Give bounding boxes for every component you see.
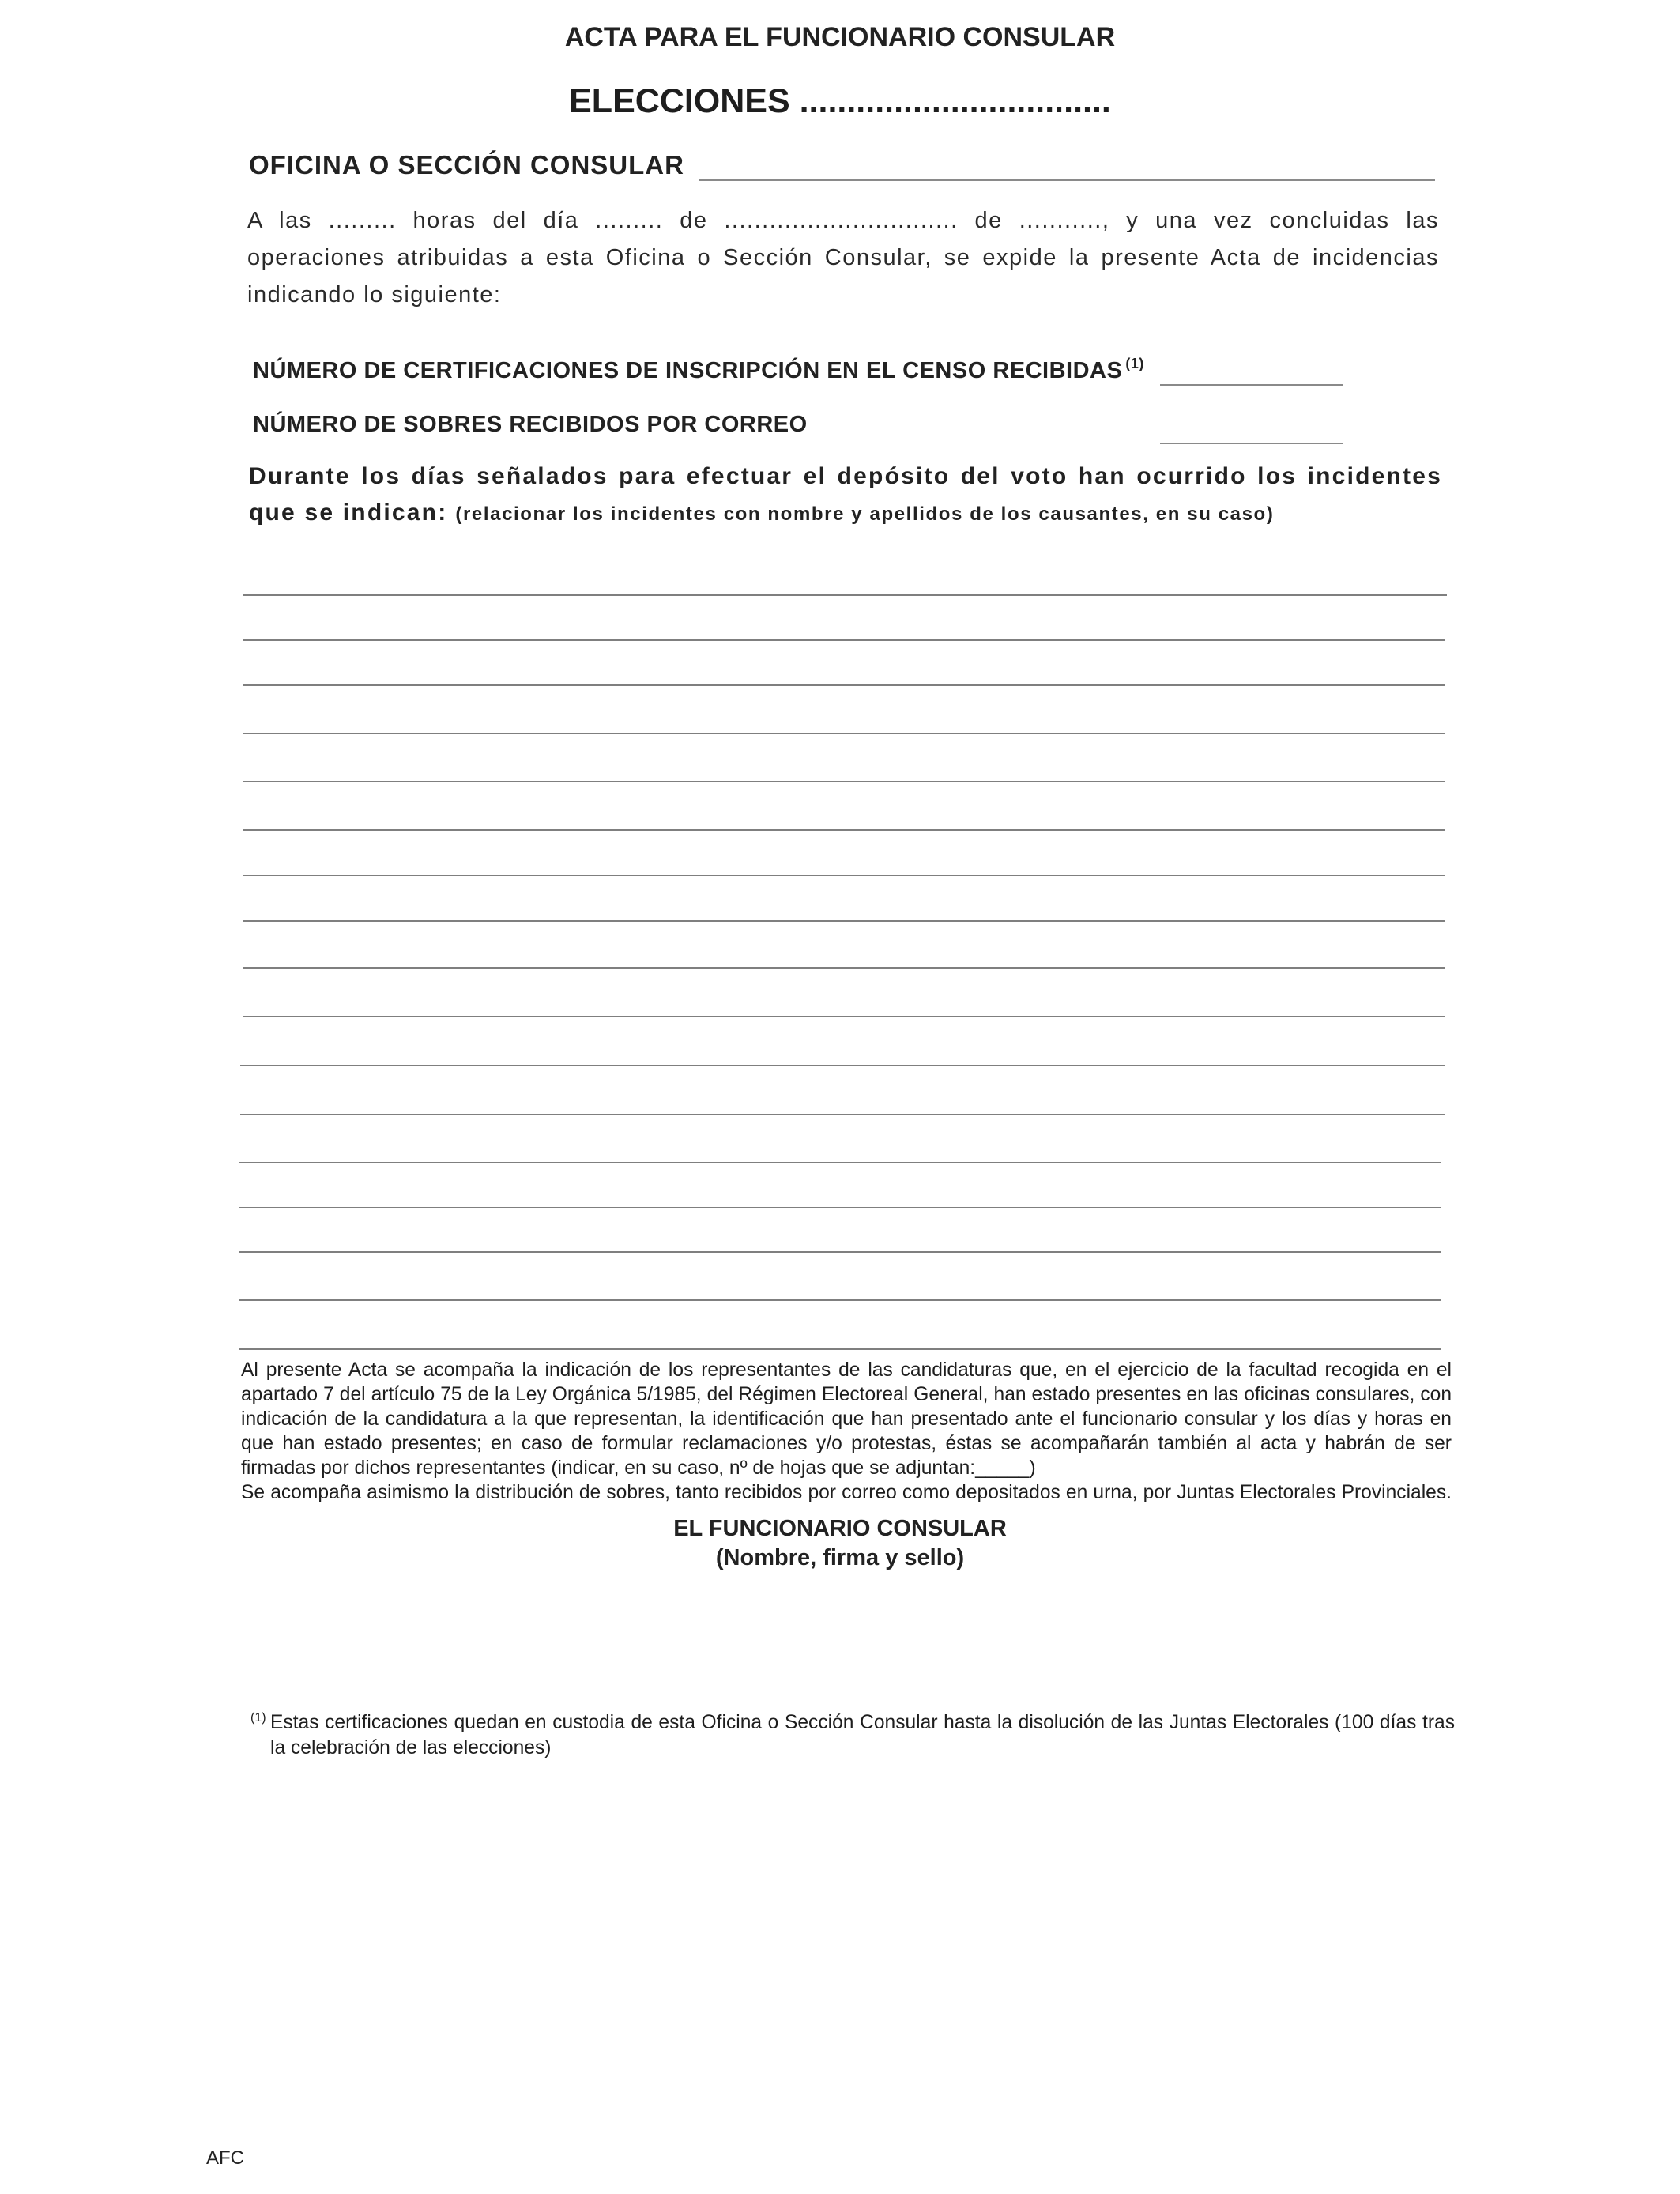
office-label: OFICINA O SECCIÓN CONSULAR: [249, 150, 684, 179]
footnote-text: Estas certificaciones quedan en custodia de esta Oficina o Sección Consular hasta la disolución de las Juntas Electorales (100 días tras la celebración de las elecciones): [270, 1712, 1455, 1759]
incident-line[interactable]: [243, 781, 1445, 782]
footnote: [250, 1710, 1455, 1761]
incident-line[interactable]: [239, 1162, 1441, 1163]
elections-heading: ELECCIONES .................................: [569, 82, 1111, 120]
office-input-line[interactable]: [699, 179, 1435, 181]
incident-line[interactable]: [243, 967, 1445, 969]
incidents-statement: [249, 458, 1442, 533]
incident-line[interactable]: [240, 1114, 1445, 1115]
incident-line[interactable]: [243, 920, 1445, 922]
incident-line[interactable]: [239, 1251, 1441, 1253]
incident-line[interactable]: [243, 875, 1445, 876]
incident-line[interactable]: [239, 1299, 1441, 1301]
incident-line[interactable]: [239, 1207, 1441, 1208]
incidents-statement-text: Durante los días señalados para efectuar el depósito del voto han ocurrido los incidentes que se indican:: [249, 463, 1442, 526]
incident-line[interactable]: [243, 594, 1447, 596]
incident-line[interactable]: [243, 684, 1445, 686]
incident-line[interactable]: [243, 829, 1445, 831]
incidents-note: (relacionar los incidentes con nombre y apellidos de los causantes, en su caso): [455, 503, 1275, 525]
mail-envelopes-input-line[interactable]: [1160, 443, 1343, 444]
certifications-footnote-ref: (1): [1125, 356, 1144, 371]
form-code: AFC: [206, 2147, 244, 2169]
certifications-label-text: NÚMERO DE CERTIFICACIONES DE INSCRIPCIÓN EN EL CENSO RECIBIDAS: [253, 358, 1123, 383]
mail-envelopes-label: NÚMERO DE SOBRES RECIBIDOS POR CORREO: [253, 412, 808, 437]
incident-line[interactable]: [239, 1348, 1441, 1350]
signature-title: EL FUNCIONARIO CONSULAR: [673, 1516, 1007, 1541]
certifications-input-line[interactable]: [1160, 384, 1343, 386]
legal-notice: [241, 1358, 1452, 1505]
incident-line[interactable]: [243, 733, 1445, 734]
document-title: ACTA PARA EL FUNCIONARIO CONSULAR: [564, 22, 1116, 52]
incident-line[interactable]: [243, 639, 1445, 641]
signature-instructions: (Nombre, firma y sello): [715, 1545, 965, 1570]
intro-paragraph: A las ......... horas del día ......... de ............................... de ..........., y una vez concluidas las operaciones atribuidas a esta Oficina o Sección Consular, se expide la presente Acta de incidencias indicando lo siguiente:: [247, 208, 1439, 307]
legal-paragraph-envelopes: Se acompaña asimismo la distribución de sobres, tanto recibidos por correo como depositados en urna, por Juntas Electorales Provinciales.: [241, 1482, 1452, 1503]
footnote-marker: (1): [250, 1711, 266, 1725]
legal-paragraph-representatives: Al presente Acta se acompaña la indicación de los representantes de las candidaturas que, en el ejercicio de la facultad recogida en el apartado 7 del artículo 75 de la Ley Orgánica 5/1985, del Régimen Electoreal General, han estado presentes en las oficinas consulares, con indicación de la candidatura a la que representan, la identificación que han presentado ante el funcionario consular y los días y horas en que han estado presentes; en caso de formular reclamaciones y/o protestas, éstas se acompañarán también al acta y habrán de ser firmadas por dichos representantes (indicar, en su caso, nº de hojas que se adjuntan:_____): [241, 1359, 1452, 1479]
certifications-label: [253, 356, 1144, 384]
incident-line[interactable]: [243, 1016, 1445, 1017]
incident-line[interactable]: [240, 1065, 1445, 1066]
